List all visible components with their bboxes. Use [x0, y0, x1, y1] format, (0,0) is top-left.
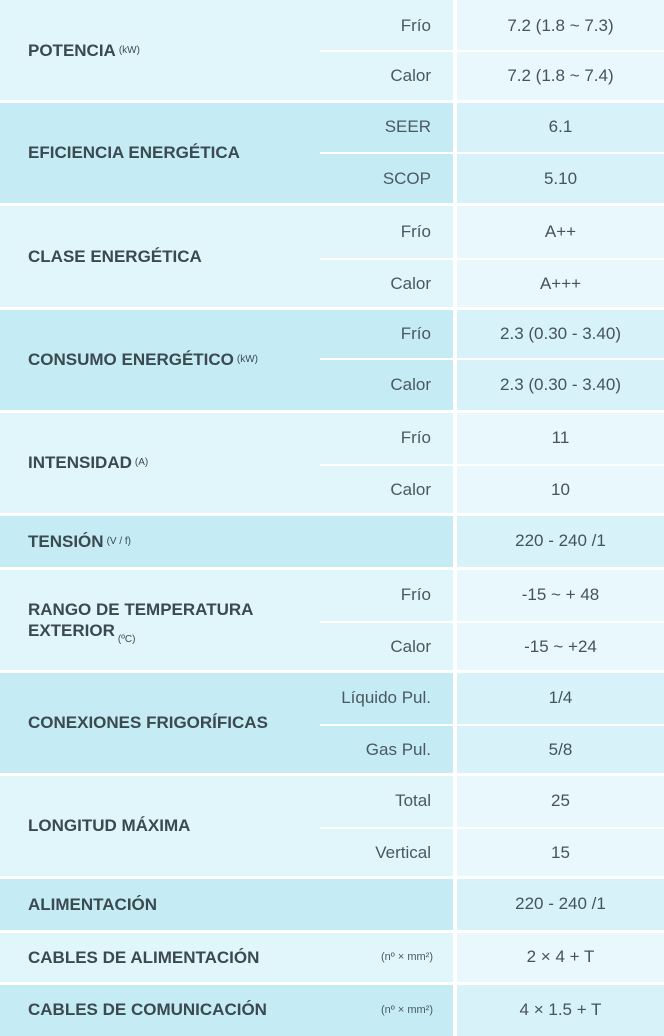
- sub-row-divider: [320, 50, 664, 52]
- sub-label: Frío: [320, 411, 453, 465]
- value-cell: -15 ~ +24: [457, 622, 664, 671]
- sub-label: SCOP: [320, 153, 453, 204]
- row-label: LONGITUD MÁXIMA: [0, 774, 320, 877]
- row-label: ALIMENTACIÓN: [0, 877, 453, 931]
- row-divider: [0, 567, 664, 570]
- row-label: TENSIÓN (V / f): [0, 514, 453, 568]
- value-cell: 6.1: [457, 101, 664, 153]
- sub-label: Frío: [320, 0, 453, 51]
- sub-label: Total: [320, 774, 453, 828]
- row-divider: [0, 930, 664, 933]
- value-cell: 4 × 1.5 + T: [457, 983, 664, 1036]
- row-alimentacion: [0, 877, 664, 931]
- row-clase: [0, 204, 664, 308]
- row-label: CLASE ENERGÉTICA: [0, 204, 320, 308]
- value-cell: 11: [457, 411, 664, 465]
- sub-label: Frío: [320, 308, 453, 359]
- row-cables-alimentacion: [0, 931, 664, 983]
- value-cell: -15 ~ + 48: [457, 568, 664, 622]
- row-divider: [0, 670, 664, 673]
- sub-label: Calor: [320, 359, 453, 411]
- row-label: CABLES DE ALIMENTACIÓN: [0, 931, 453, 983]
- row-label: INTENSIDAD (A): [0, 411, 320, 514]
- value-cell: 2 × 4 + T: [457, 931, 664, 983]
- row-rango-temperatura: [0, 568, 664, 671]
- sub-row-divider: [320, 827, 664, 829]
- value-cell: 220 - 240 /1: [457, 877, 664, 931]
- sub-row-divider: [320, 464, 664, 466]
- sub-row-divider: [320, 258, 664, 260]
- value-cell: 10: [457, 465, 664, 514]
- value-cell: 15: [457, 828, 664, 877]
- row-divider: [0, 410, 664, 413]
- row-intensidad: [0, 411, 664, 514]
- row-label: CABLES DE COMUNICACIÓN: [0, 983, 453, 1036]
- row-divider: [0, 203, 664, 206]
- row-longitud: [0, 774, 664, 877]
- row-label: POTENCIA (kW): [0, 0, 320, 101]
- value-cell: 5.10: [457, 153, 664, 204]
- unit-label: (nº × mm²): [381, 951, 433, 963]
- row-label: CONSUMO ENERGÉTICO (kW): [0, 308, 320, 411]
- sub-label: Calor: [320, 259, 453, 308]
- sub-label: Gas Pul.: [320, 725, 453, 774]
- row-tension: [0, 514, 664, 568]
- value-cell: 1/4: [457, 671, 664, 725]
- row-divider: [0, 982, 664, 985]
- row-label: RANGO DE TEMPERATURA EXTERIOR $_{(ºC)}$: [0, 568, 320, 671]
- sub-row-divider: [320, 358, 664, 360]
- value-cell: A+++: [457, 259, 664, 308]
- sub-label: SEER: [320, 101, 453, 153]
- row-divider: [0, 773, 664, 776]
- value-cell: 25: [457, 774, 664, 828]
- sub-row-divider: [320, 724, 664, 726]
- sub-label: Líquido Pul.: [320, 671, 453, 725]
- sub-label: Calor: [320, 622, 453, 671]
- sub-row-divider: [320, 621, 664, 623]
- sub-label: Calor: [320, 465, 453, 514]
- value-cell: A++: [457, 204, 664, 259]
- sub-label: Vertical: [320, 828, 453, 877]
- row-cables-comunicacion: [0, 983, 664, 1036]
- value-cell: 7.2 (1.8 ~ 7.4): [457, 51, 664, 101]
- row-divider: [0, 513, 664, 516]
- row-divider: [0, 307, 664, 310]
- value-cell: 220 - 240 /1: [457, 514, 664, 568]
- sub-label: Frío: [320, 204, 453, 259]
- column-divider: [453, 0, 457, 1036]
- value-cell: 7.2 (1.8 ~ 7.3): [457, 0, 664, 51]
- sub-row-divider: [320, 152, 664, 154]
- sub-label: Frío: [320, 568, 453, 622]
- row-divider: [0, 100, 664, 103]
- row-label: CONEXIONES FRIGORÍFICAS: [0, 671, 320, 774]
- row-divider: [0, 876, 664, 879]
- value-cell: 2.3 (0.30 - 3.40): [457, 308, 664, 359]
- row-label: EFICIENCIA ENERGÉTICA: [0, 101, 320, 204]
- value-cell: 5/8: [457, 725, 664, 774]
- sub-label: Calor: [320, 51, 453, 101]
- unit-label: (nº × mm²): [381, 1003, 433, 1016]
- row-conexiones: [0, 671, 664, 774]
- value-cell: 2.3 (0.30 - 3.40): [457, 359, 664, 411]
